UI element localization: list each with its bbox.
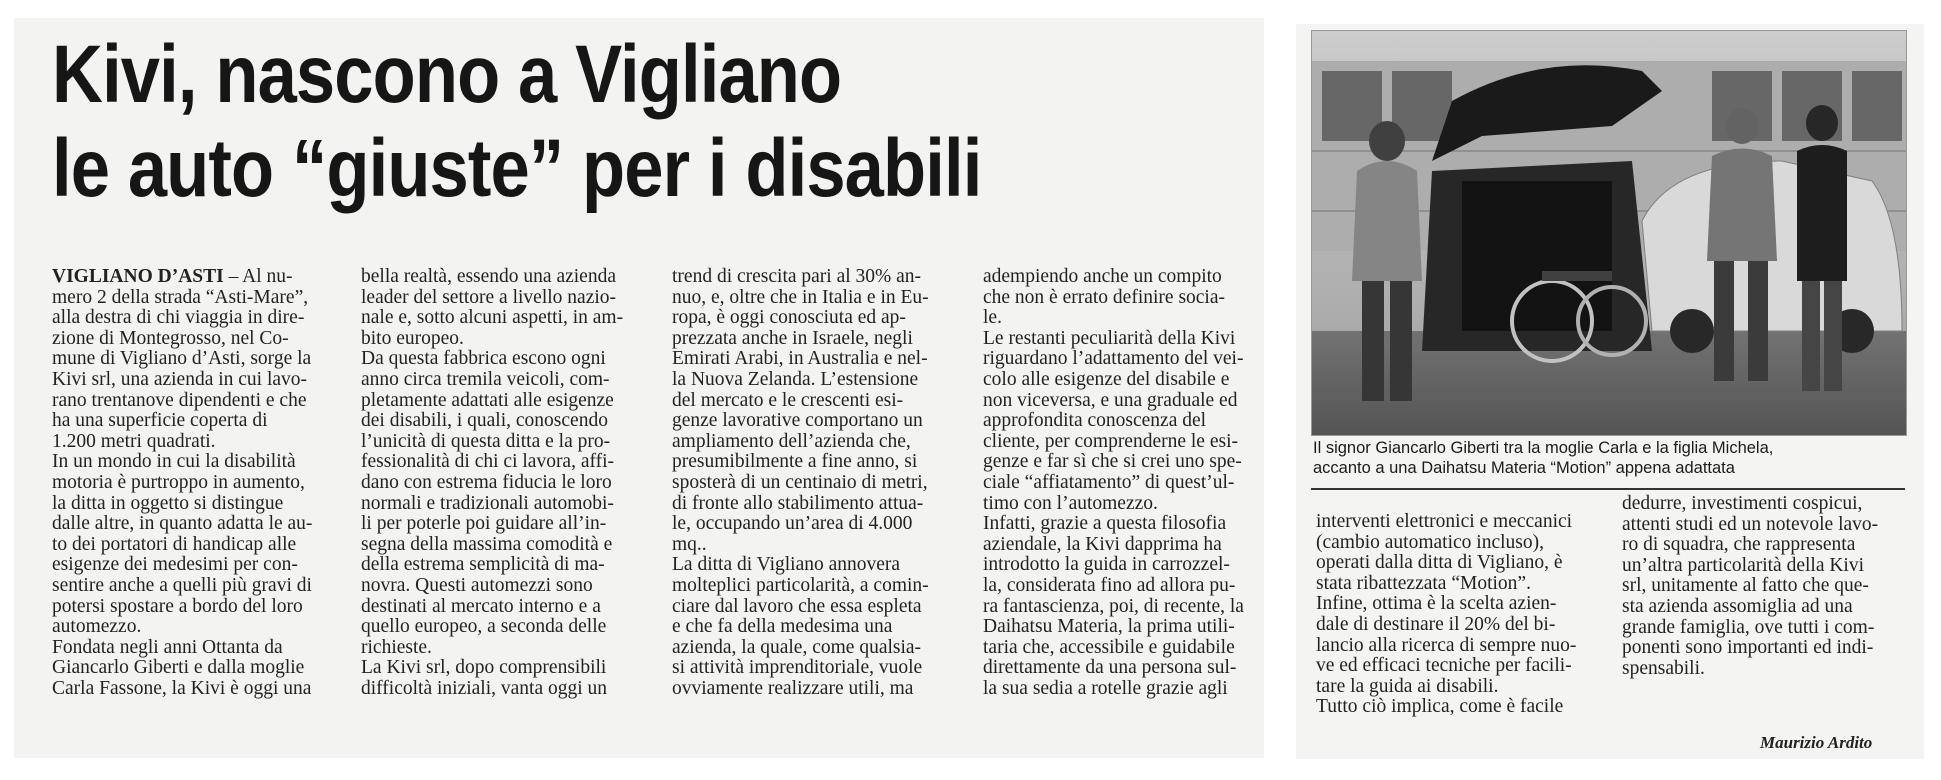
text-line: ve ed efficaci tecniche per facili-: [1316, 655, 1572, 677]
text-line: Infine, ottima è la scelta azien-: [1316, 593, 1557, 615]
text-line: Daihatsu Materia, la prima utili-: [983, 616, 1235, 638]
text-line: Le restanti peculiarità della Kivi: [983, 327, 1236, 349]
text-line: spensabili.: [1622, 657, 1705, 679]
article-column-6: [1622, 494, 1905, 679]
text-line: le, occupando un’area di 4.000: [672, 513, 913, 535]
text-line: prezzata anche in Israele, negli: [672, 327, 913, 349]
text-line: difficoltà iniziali, vanta oggi un: [361, 677, 608, 699]
text-line: mero 2 della strada “Asti-Mare”,: [52, 286, 309, 308]
text-line: bito europeo.: [361, 327, 464, 349]
text-line: Giancarlo Giberti e dalla moglie: [52, 657, 305, 679]
text-line: colo alle esigenze del disabile e: [983, 368, 1230, 390]
text-line: leader del settore a livello nazio-: [361, 286, 617, 308]
text-line: nuo, e, oltre che in Italia e in Eu-: [672, 286, 929, 308]
text-line: dano con estrema fiducia le loro: [361, 471, 612, 493]
text-line: ciare dal lavoro che essa espleta: [672, 595, 922, 617]
text-line: In un mondo in cui la disabilità: [52, 451, 296, 473]
text-line: mune di Vigliano d’Asti, sorge la: [52, 348, 312, 370]
text-line: del mercato e le crescenti esi-: [672, 389, 904, 411]
text-line: di fronte allo stabilimento attua-: [672, 492, 924, 514]
text-line: ra fantascienza, poi, di recente, la: [983, 595, 1244, 617]
text-line: 1.200 metri quadrati.: [52, 430, 216, 452]
text-line: presumibilmente a fine anno, si: [672, 451, 918, 473]
text-line: destinati al mercato interno e a: [361, 595, 601, 617]
text-line: Fondata negli anni Ottanta da: [52, 636, 283, 658]
text-line: l’unicità di questa ditta e la pro-: [361, 430, 611, 452]
text-line: sentire anche a quelli più gravi di: [52, 574, 312, 596]
text-line: potersi spostare a bordo del loro: [52, 595, 303, 617]
text-line: quello europeo, a seconda delle: [361, 616, 607, 638]
text-line: novra. Questi automezzi sono: [361, 574, 593, 596]
text-line: bella realtà, essendo una azienda: [361, 266, 616, 287]
text-line: dale di destinare il 20% del bi-: [1316, 613, 1556, 635]
headline: [52, 28, 1084, 216]
text-line: rano trentanove dipendenti e che: [52, 389, 307, 411]
text-line: la, considerata fino ad allora pu-: [983, 574, 1236, 596]
text-line: grande famiglia, ove tutti i com-: [1622, 616, 1875, 638]
text-line: esigenze dei medesimi per con-: [52, 554, 298, 576]
article-column-1: [52, 267, 335, 699]
article-column-2: [361, 267, 644, 699]
text-line: mq..: [672, 533, 707, 555]
text-line: nale e, sotto alcuni aspetti, in am-: [361, 307, 624, 329]
text-line: Kivi srl, una azienda in cui lavo-: [52, 368, 308, 390]
text-line: ponenti sono importanti ed indi-: [1622, 637, 1874, 659]
text-line: taria che, accessibile e guidabile: [983, 636, 1235, 658]
text-line: [52, 267, 335, 288]
text-line: e che fa della medesima una: [672, 616, 893, 638]
text-line: della estrema semplicità di ma-: [361, 554, 605, 576]
headline-line-2: le auto “giuste” per i disabili: [52, 123, 982, 214]
text-line: trend di crescita pari al 30% an-: [672, 266, 922, 287]
text-line: (cambio automatico incluso),: [1316, 531, 1544, 553]
text-line-rest: – Al nu-: [223, 266, 293, 287]
text-line: direttamente da una persona sul-: [983, 657, 1237, 679]
text-line: dei disabili, i quali, conoscendo: [361, 410, 608, 432]
text-line: srl, unitamente al fatto che que-: [1622, 575, 1869, 597]
text-line: zione di Montegrosso, nel Co-: [52, 327, 289, 349]
text-line: operati dalla ditta di Vigliano, è: [1316, 552, 1563, 574]
text-line: la sua sedia a rotelle grazie agli: [983, 677, 1228, 699]
photo-caption: [1313, 438, 1913, 478]
text-line: le.: [983, 307, 1002, 329]
text-line: introdotto la guida in carrozzel-: [983, 554, 1230, 576]
text-line: to dei portatori di handicap alle: [52, 533, 297, 555]
text-line: fessionalità di chi ci lavora, affi-: [361, 451, 615, 473]
text-line: tare la guida ai disabili.: [1316, 675, 1499, 697]
text-line: ovviamente realizzare utili, ma: [672, 677, 914, 699]
caption-line-1: Il signor Giancarlo Giberti tra la moglie Carla e la figlia Michela,: [1313, 439, 1774, 457]
headline-line-1: Kivi, nascono a Vigliano: [52, 29, 842, 120]
text-line: ropa, è oggi conosciuta ed ap-: [672, 307, 906, 329]
article-column-4: [983, 267, 1266, 699]
text-line: timo con l’automezzo.: [983, 492, 1158, 514]
article-column-3: [672, 267, 955, 699]
text-line: anno circa tremila veicoli, com-: [361, 368, 610, 390]
text-line: motoria è purtroppo in aumento,: [52, 471, 305, 493]
caption-line-2: accanto a una Daihatsu Materia “Motion” appena adattata: [1313, 459, 1735, 477]
text-line: azienda, la quale, come qualsia-: [672, 636, 922, 658]
text-line: sposterà di un centinaio di metri,: [672, 471, 928, 493]
text-line: interventi elettronici e meccanici: [1316, 511, 1573, 532]
text-line: cliente, per comprenderne le esi-: [983, 430, 1238, 452]
text-line: sta azienda assomiglia ad una: [1622, 595, 1853, 617]
text-line: Infatti, grazie a questa filosofia: [983, 513, 1227, 535]
text-line: automezzo.: [52, 616, 142, 638]
text-line: genze lavorative comportano un: [672, 410, 923, 432]
text-line: dedurre, investimenti cospicui,: [1622, 493, 1863, 514]
text-line: adempiendo anche un compito: [983, 266, 1222, 287]
text-line: molteplici particolarità, a comin-: [672, 574, 929, 596]
text-line: ampliamento dell’azienda che,: [672, 430, 911, 452]
caption-divider: [1311, 488, 1905, 490]
text-line: segna della massima comodità e: [361, 533, 613, 555]
text-line: aziendale, la Kivi dapprima ha: [983, 533, 1222, 555]
text-line: stata ribattezzata “Motion”.: [1316, 572, 1531, 594]
text-line: li per poterle poi guidare all’in-: [361, 513, 607, 535]
text-line: riguardano l’adattamento del vei-: [983, 348, 1244, 370]
text-line: Tutto ciò implica, come è facile: [1316, 696, 1564, 718]
text-line: La Kivi srl, dopo comprensibili: [361, 657, 607, 679]
text-line: Carla Fassone, la Kivi è oggi una: [52, 677, 312, 699]
article-photo: [1311, 30, 1907, 436]
text-line: Emirati Arabi, in Australia e nel-: [672, 348, 928, 370]
text-line: dalle altre, in quanto adatta le au-: [52, 513, 313, 535]
text-line: ro di squadra, che rappresenta: [1622, 534, 1856, 556]
article-column-5: [1316, 512, 1599, 718]
text-line: alla destra di chi viaggia in dire-: [52, 307, 305, 329]
text-line: un’altra particolarità della Kivi: [1622, 554, 1865, 576]
text-line: richieste.: [361, 636, 432, 658]
text-line: pletamente adattati alle esigenze: [361, 389, 614, 411]
text-line: non viceversa, e una graduale ed: [983, 389, 1238, 411]
text-line: genze e far sì che si crei uno spe-: [983, 451, 1242, 473]
text-line: ciale “affiatamento” di quest’ul-: [983, 471, 1235, 493]
text-line: attenti studi ed un notevole lavo-: [1622, 513, 1879, 535]
text-line: la ditta in oggetto si distingue: [52, 492, 284, 514]
text-line: si attività imprenditoriale, vuole: [672, 657, 923, 679]
text-line: ha una superficie coperta di: [52, 410, 268, 432]
dateline: VIGLIANO D’ASTI: [52, 266, 224, 287]
text-line: la Nuova Zelanda. L’estensione: [672, 368, 919, 390]
text-line: normali e tradizionali automobi-: [361, 492, 614, 514]
text-line: approfondita conoscenza del: [983, 410, 1207, 432]
text-line: Da questa fabbrica escono ogni: [361, 348, 606, 370]
text-line: La ditta di Vigliano annovera: [672, 554, 901, 576]
text-line: che non è errato definire socia-: [983, 286, 1225, 308]
author-byline: Maurizio Ardito: [1760, 733, 1873, 752]
text-line: lancio alla ricerca di sempre nuo-: [1316, 634, 1577, 656]
